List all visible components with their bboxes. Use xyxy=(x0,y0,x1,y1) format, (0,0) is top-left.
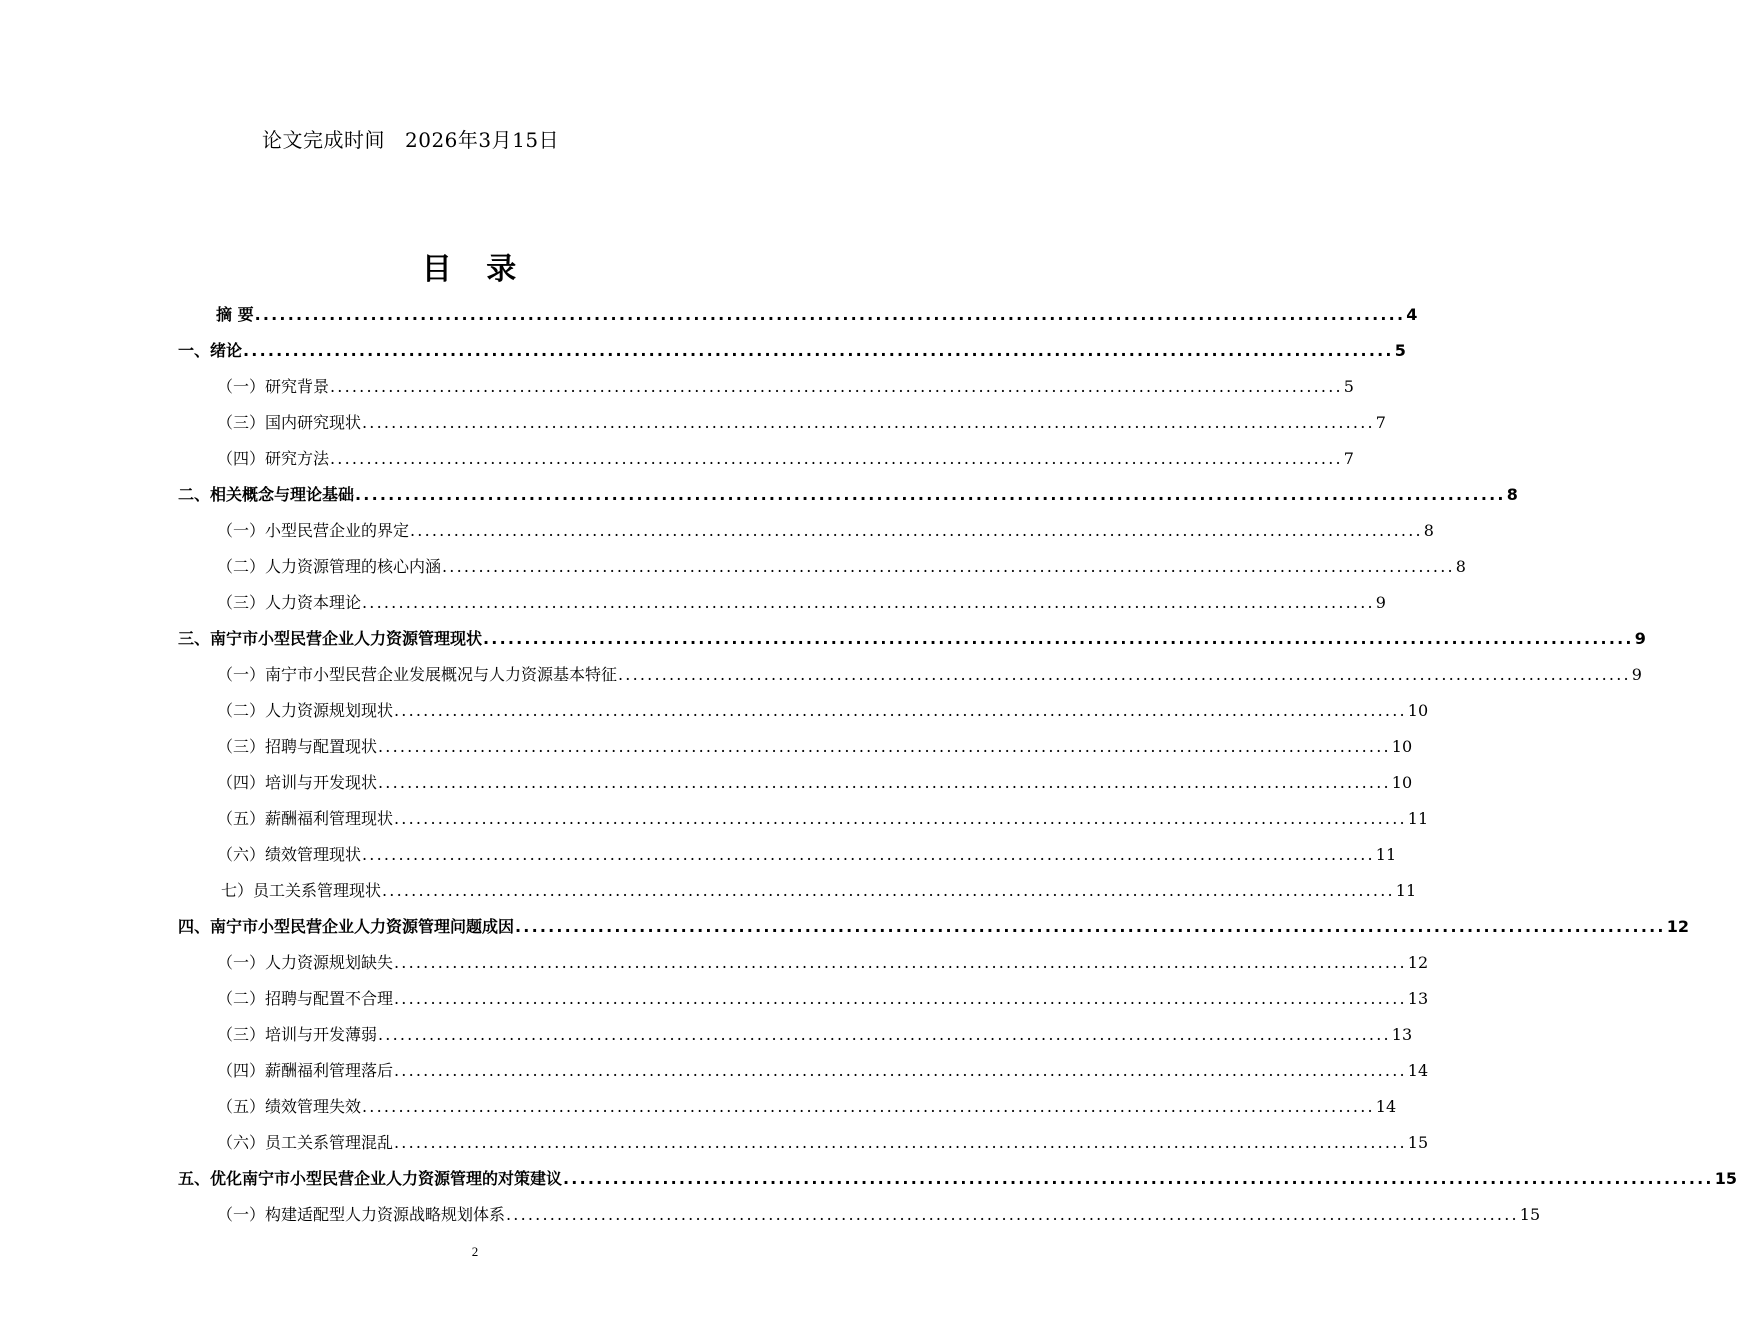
toc-entry[interactable] xyxy=(217,1017,1413,1053)
toc-entry-page: 12 xyxy=(1407,953,1429,972)
toc-entry-page: 5 xyxy=(1343,377,1354,396)
toc-dot-leader: ........................................................................................................................................... xyxy=(442,557,1455,576)
toc-entry[interactable] xyxy=(217,441,1354,477)
toc-dot-leader: ........................................................................................................................................... xyxy=(506,1205,1519,1224)
toc-entry[interactable] xyxy=(217,405,1386,441)
toc-entry-page: 13 xyxy=(1391,1025,1413,1044)
toc-entry[interactable] xyxy=(217,801,1429,837)
toc-entry[interactable] xyxy=(217,1053,1429,1089)
toc-entry-title: （五）薪酬福利管理现状 xyxy=(217,809,394,828)
toc-title: 目 录 xyxy=(421,252,529,287)
toc-entry-page: 9 xyxy=(1375,593,1386,612)
toc-entry-title: （三）培训与开发薄弱 xyxy=(217,1025,378,1044)
toc-entry-title: （五）绩效管理失效 xyxy=(217,1097,362,1116)
toc-entry[interactable] xyxy=(217,693,1429,729)
toc-entry-title: （三）招聘与配置现状 xyxy=(217,737,378,756)
toc-entry[interactable] xyxy=(217,981,1429,1017)
toc-entry-title: （一）南宁市小型民营企业发展概况与人力资源基本特征 xyxy=(217,665,618,684)
toc-dot-leader: ........................................................................................................................................... xyxy=(483,629,1634,648)
toc-dot-leader: ........................................................................................................................................... xyxy=(362,593,1375,612)
toc-dot-leader: ........................................................................................................................................... xyxy=(394,1133,1407,1152)
toc-entry-title: （三）国内研究现状 xyxy=(217,413,362,432)
toc-dot-leader: ........................................................................................................................................... xyxy=(330,377,1343,396)
toc-dot-leader: ........................................................................................................................................... xyxy=(254,305,1406,324)
toc-dot-leader: ........................................................................................................................................... xyxy=(410,521,1423,540)
toc-entry-title: 摘 要 xyxy=(216,305,254,324)
toc-entry-title: （六）员工关系管理混乱 xyxy=(217,1133,394,1152)
toc-dot-leader: ........................................................................................................................................... xyxy=(355,485,1506,504)
completion-label: 论文完成时间 xyxy=(262,128,385,152)
toc-entry[interactable] xyxy=(217,1089,1397,1125)
toc-dot-leader: ........................................................................................................................................... xyxy=(378,737,1391,756)
toc-dot-leader: ........................................................................................................................................... xyxy=(243,341,1394,360)
toc-entry-title: 五、优化南宁市小型民营企业人力资源管理的对策建议 xyxy=(178,1169,563,1188)
toc-entry-title: （四）研究方法 xyxy=(217,449,330,468)
toc-entry-page: 10 xyxy=(1407,701,1429,720)
toc-entry-title: （一）小型民营企业的界定 xyxy=(217,521,410,540)
toc-entry-page: 11 xyxy=(1395,881,1417,900)
toc-entry[interactable] xyxy=(217,1125,1429,1161)
toc-entry-page: 7 xyxy=(1375,413,1386,432)
toc-entry[interactable] xyxy=(217,549,1466,585)
toc-entry[interactable] xyxy=(217,945,1429,981)
toc-dot-leader: ........................................................................................................................................... xyxy=(378,773,1391,792)
toc-entry-page: 11 xyxy=(1407,809,1429,828)
toc-entry-title: （二）人力资源规划现状 xyxy=(217,701,394,720)
toc-entry[interactable] xyxy=(178,477,1518,513)
toc-entry[interactable] xyxy=(221,873,1417,909)
toc-entry-page: 9 xyxy=(1631,665,1642,684)
toc-dot-leader: ........................................................................................................................................... xyxy=(515,917,1666,936)
toc-entry-page: 11 xyxy=(1375,845,1397,864)
toc-entry[interactable] xyxy=(178,621,1646,657)
toc-entry[interactable] xyxy=(217,765,1413,801)
toc-entry-title: （一）研究背景 xyxy=(217,377,330,396)
toc-entry-page: 8 xyxy=(1455,557,1466,576)
toc-entry-title: （二）招聘与配置不合理 xyxy=(217,989,394,1008)
toc-entry[interactable] xyxy=(217,837,1397,873)
toc-entry[interactable] xyxy=(178,333,1406,369)
toc-dot-leader: ........................................................................................................................................... xyxy=(362,413,1375,432)
toc-entry-title: （六）绩效管理现状 xyxy=(217,845,362,864)
toc-entry-page: 5 xyxy=(1394,341,1406,360)
toc-entry-page: 9 xyxy=(1634,629,1646,648)
toc-dot-leader: ........................................................................................................................................... xyxy=(618,665,1631,684)
completion-time xyxy=(262,124,559,153)
toc-dot-leader: ........................................................................................................................................... xyxy=(378,1025,1391,1044)
toc-entry-title: 二、相关概念与理论基础 xyxy=(178,485,355,504)
toc-entry[interactable] xyxy=(217,369,1354,405)
toc-entry-title: （三）人力资本理论 xyxy=(217,593,362,612)
toc-dot-leader: ........................................................................................................................................... xyxy=(394,953,1407,972)
toc-dot-leader: ........................................................................................................................................... xyxy=(330,449,1343,468)
page-number: 2 xyxy=(471,1244,479,1259)
toc-dot-leader: ........................................................................................................................................... xyxy=(394,701,1407,720)
toc-dot-leader: ........................................................................................................................................... xyxy=(394,809,1407,828)
toc-entry-page: 7 xyxy=(1343,449,1354,468)
toc-entry-title: 一、绪论 xyxy=(178,341,243,360)
toc-entry[interactable] xyxy=(217,585,1386,621)
toc-entry-page: 13 xyxy=(1407,989,1429,1008)
toc-entry-title: （二）人力资源管理的核心内涵 xyxy=(217,557,442,576)
toc-entry[interactable] xyxy=(178,909,1689,945)
toc-entry-title: 三、南宁市小型民营企业人力资源管理现状 xyxy=(178,629,483,648)
toc-dot-leader: ........................................................................................................................................... xyxy=(382,881,1395,900)
toc-entry[interactable] xyxy=(178,1161,1737,1197)
completion-date: 2026年3月15日 xyxy=(405,128,560,152)
toc-dot-leader: ........................................................................................................................................... xyxy=(362,1097,1375,1116)
toc-entry-title: （一）人力资源规划缺失 xyxy=(217,953,394,972)
toc-entry-title: （四）薪酬福利管理落后 xyxy=(217,1061,394,1080)
toc-entry-title: 七）员工关系管理现状 xyxy=(221,881,382,900)
toc-entry-page: 4 xyxy=(1406,305,1418,324)
toc-entry[interactable] xyxy=(217,657,1642,693)
toc-entry-title: （四）培训与开发现状 xyxy=(217,773,378,792)
toc-entry-title: （一）构建适配型人力资源战略规划体系 xyxy=(217,1205,506,1224)
toc-entry-page: 14 xyxy=(1407,1061,1429,1080)
toc-entry[interactable] xyxy=(217,513,1434,549)
toc-entry-page: 10 xyxy=(1391,773,1413,792)
toc-entry-page: 8 xyxy=(1506,485,1518,504)
toc-entry-page: 15 xyxy=(1519,1205,1541,1224)
toc-entry-page: 12 xyxy=(1666,917,1689,936)
toc-entry-page: 15 xyxy=(1714,1169,1737,1188)
toc-entry[interactable] xyxy=(216,297,1418,333)
toc-entry[interactable] xyxy=(217,729,1413,765)
toc-entry[interactable] xyxy=(217,1197,1541,1233)
toc-dot-leader: ........................................................................................................................................... xyxy=(362,845,1375,864)
toc-entry-title: 四、南宁市小型民营企业人力资源管理问题成因 xyxy=(178,917,515,936)
toc-entry-page: 14 xyxy=(1375,1097,1397,1116)
toc-entry-page: 8 xyxy=(1423,521,1434,540)
toc-entry-page: 10 xyxy=(1391,737,1413,756)
toc-dot-leader: ........................................................................................................................................... xyxy=(394,989,1407,1008)
toc-entry-page: 15 xyxy=(1407,1133,1429,1152)
toc-dot-leader: ........................................................................................................................................... xyxy=(394,1061,1407,1080)
toc-dot-leader: ........................................................................................................................................... xyxy=(563,1169,1714,1188)
